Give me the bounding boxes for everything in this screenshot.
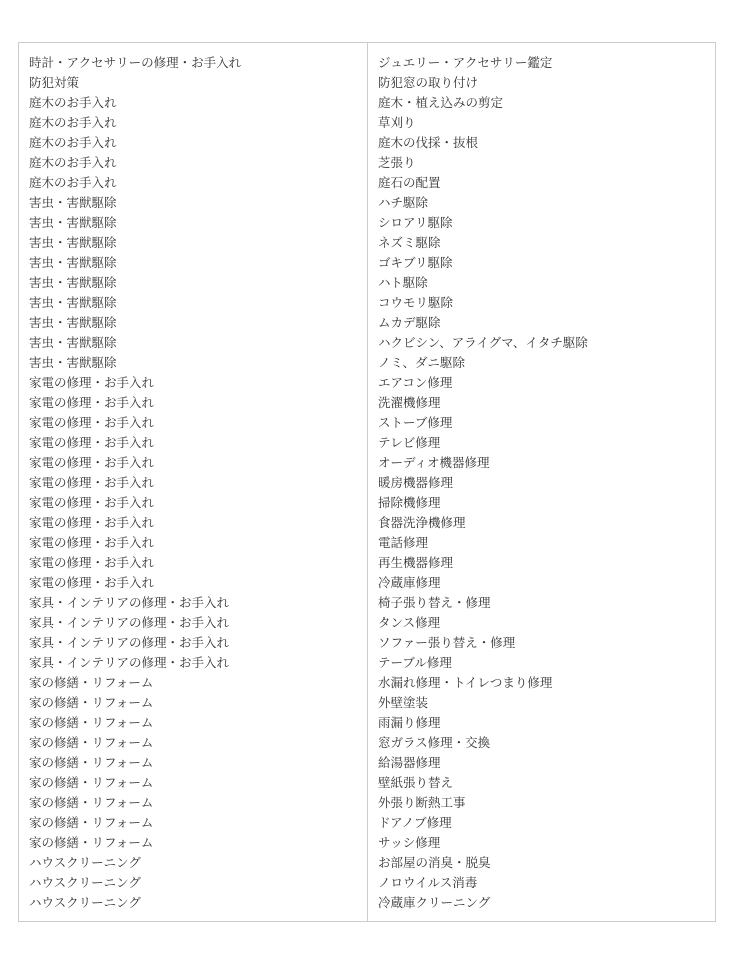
service-cell: 水漏れ修理・トイレつまり修理 (378, 675, 553, 690)
category-cell: 家電の修理・お手入れ (29, 555, 155, 570)
category-cell: 時計・アクセサリーの修理・お手入れ (29, 55, 242, 70)
category-cell: 家具・インテリアの修理・お手入れ (29, 595, 230, 610)
category-cell: 家電の修理・お手入れ (29, 535, 155, 550)
service-cell: 暖房機器修理 (378, 475, 454, 490)
service-cell: 壁紙張り替え (378, 775, 454, 790)
category-cell: 害虫・害獣駆除 (29, 335, 117, 350)
category-cell: 家の修繕・リフォーム (29, 815, 154, 830)
service-cell: 庭石の配置 (378, 175, 441, 190)
service-cell: 草刈り (378, 115, 416, 130)
category-cell: 家電の修理・お手入れ (29, 475, 155, 490)
service-cell: テレビ修理 (378, 435, 441, 450)
category-cell: 庭木のお手入れ (29, 175, 117, 190)
category-cell: 家電の修理・お手入れ (29, 455, 155, 470)
category-cell: 害虫・害獣駆除 (29, 315, 117, 330)
service-cell: ゴキブリ駆除 (378, 255, 453, 270)
category-cell: 家電の修理・お手入れ (29, 415, 155, 430)
service-cell: ハト駆除 (378, 275, 428, 290)
category-cell: 家の修繕・リフォーム (29, 695, 154, 710)
service-cell: 椅子張り替え・修理 (378, 595, 491, 610)
service-cell: ムカデ駆除 (378, 315, 441, 330)
service-cell: オーディオ機器修理 (378, 455, 490, 470)
service-cell: ノミ、ダニ駆除 (378, 355, 466, 370)
service-cell: コウモリ駆除 (378, 295, 454, 310)
category-cell: 家具・インテリアの修理・お手入れ (29, 615, 230, 630)
category-cell: 害虫・害獣駆除 (29, 275, 117, 290)
category-cell: 防犯対策 (29, 75, 80, 90)
service-cell: 洗濯機修理 (378, 395, 441, 410)
service-cell: 外壁塗装 (378, 695, 429, 710)
category-cell: 家の修繕・リフォーム (29, 795, 154, 810)
category-cell: 害虫・害獣駆除 (29, 255, 117, 270)
category-cell: 家の修繕・リフォーム (29, 675, 154, 690)
service-cell: 庭木の伐採・抜根 (378, 135, 479, 150)
service-column (368, 43, 715, 921)
category-cell: ハウスクリーニング (29, 875, 141, 890)
category-cell: 害虫・害獣駆除 (29, 295, 117, 310)
service-cell: 電話修理 (378, 535, 429, 550)
service-cell: テーブル修理 (378, 655, 452, 670)
service-cell: ネズミ駆除 (378, 235, 441, 250)
category-cell: 家電の修理・お手入れ (29, 515, 155, 530)
service-cell: 再生機器修理 (378, 555, 454, 570)
service-cell: 防犯窓の取り付け (378, 75, 479, 90)
service-cell: ソファー張り替え・修理 (378, 635, 516, 650)
category-cell: 害虫・害獣駆除 (29, 235, 117, 250)
category-column (19, 43, 368, 921)
category-cell: 庭木のお手入れ (29, 155, 117, 170)
service-cell: ハチ駆除 (378, 195, 429, 210)
category-cell: 家電の修理・お手入れ (29, 495, 155, 510)
service-cell: 芝張り (378, 155, 416, 170)
category-cell: 家の修繕・リフォーム (29, 715, 154, 730)
category-cell: 庭木のお手入れ (29, 135, 117, 150)
service-cell: 冷蔵庫修理 (378, 575, 441, 590)
service-cell: タンス修理 (378, 615, 441, 630)
category-cell: 家の修繕・リフォーム (29, 735, 154, 750)
category-cell: 庭木のお手入れ (29, 95, 117, 110)
service-cell: 給湯器修理 (378, 755, 441, 770)
category-cell: 家の修繕・リフォーム (29, 755, 154, 770)
service-cell: 庭木・植え込みの剪定 (378, 95, 504, 110)
service-cell: 窓ガラス修理・交換 (378, 735, 491, 750)
service-cell: 食器洗浄機修理 (378, 515, 466, 530)
category-cell: 害虫・害獣駆除 (29, 355, 117, 370)
service-table (18, 42, 716, 922)
service-cell: 掃除機修理 (378, 495, 441, 510)
category-cell: 家の修繕・リフォーム (29, 775, 154, 790)
service-cell: シロアリ駆除 (378, 215, 453, 230)
service-cell: ストーブ修理 (378, 415, 453, 430)
category-cell: 家電の修理・お手入れ (29, 575, 155, 590)
category-cell: 家の修繕・リフォーム (29, 835, 154, 850)
service-cell: ノロウイルス消毒 (378, 875, 478, 890)
category-cell: 家電の修理・お手入れ (29, 375, 155, 390)
category-cell: ハウスクリーニング (29, 855, 141, 870)
service-cell: サッシ修理 (378, 835, 441, 850)
service-cell: 雨漏り修理 (378, 715, 441, 730)
category-cell: 家具・インテリアの修理・お手入れ (29, 635, 230, 650)
service-cell: ハクビシン、アライグマ、イタチ駆除 (378, 335, 588, 350)
category-cell: 害虫・害獣駆除 (29, 195, 117, 210)
category-cell: 家具・インテリアの修理・お手入れ (29, 655, 230, 670)
service-cell: エアコン修理 (378, 375, 453, 390)
service-cell: 冷蔵庫クリーニング (378, 895, 491, 910)
category-cell: 庭木のお手入れ (29, 115, 117, 130)
service-cell: ジュエリー・アクセサリー鑑定 (378, 55, 553, 70)
service-cell: 外張り断熱工事 (378, 795, 466, 810)
category-cell: 家電の修理・お手入れ (29, 435, 155, 450)
category-cell: 家電の修理・お手入れ (29, 395, 155, 410)
category-cell: 害虫・害獣駆除 (29, 215, 117, 230)
category-cell: ハウスクリーニング (29, 895, 141, 910)
service-cell: ドアノブ修理 (378, 815, 452, 830)
service-cell: お部屋の消臭・脱臭 (378, 855, 491, 870)
